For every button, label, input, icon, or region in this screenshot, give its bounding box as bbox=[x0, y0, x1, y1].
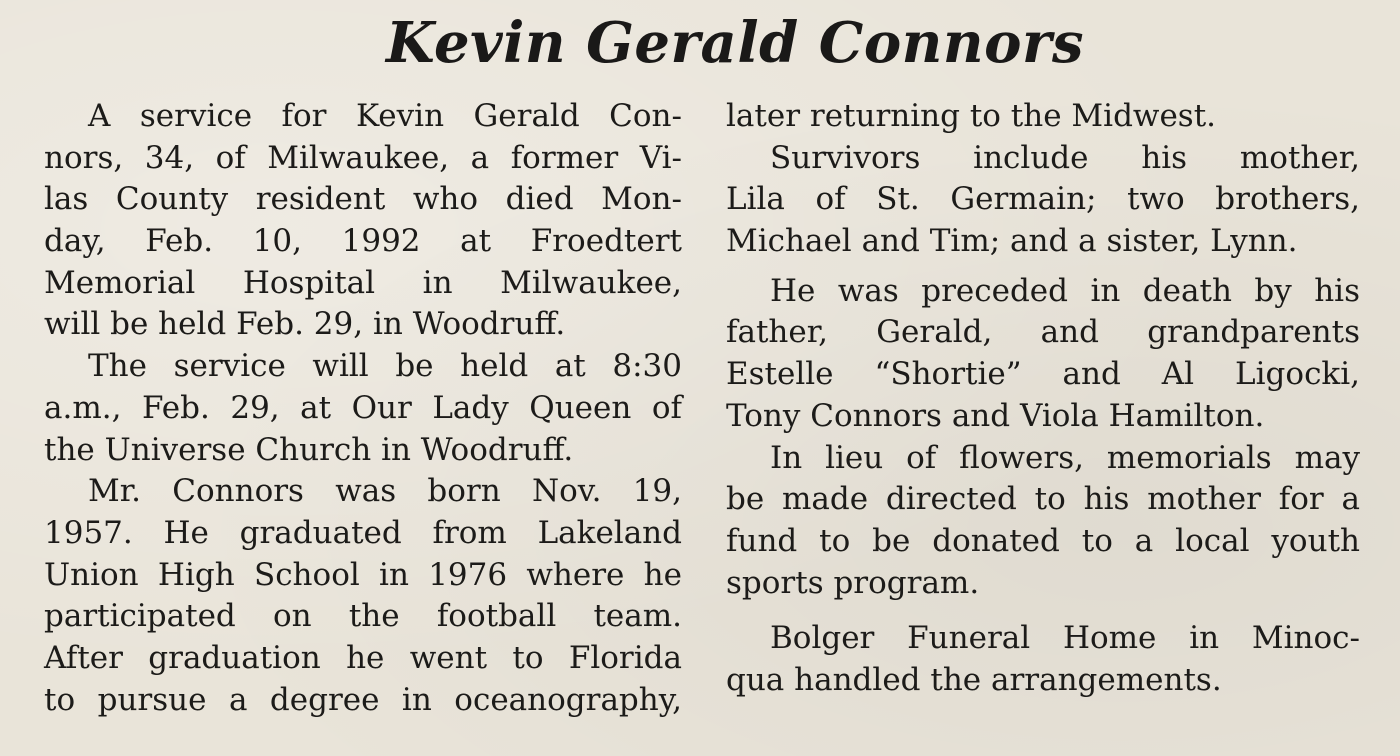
text-line: nors, 34, of Milwaukee, a former Vi- bbox=[44, 139, 682, 176]
text-line: father, Gerald, and grandparents bbox=[726, 314, 1360, 351]
text-line: be made directed to his mother for a bbox=[726, 481, 1360, 518]
text-line: A service for Kevin Gerald Con- bbox=[88, 98, 682, 134]
text-line: later returning to the Midwest. bbox=[726, 98, 1217, 134]
text-line: participated on the football team. bbox=[44, 598, 682, 635]
text-line: las County resident who died Mon- bbox=[44, 181, 682, 218]
text-line: the Universe Church in Woodruff. bbox=[44, 431, 574, 468]
left-column bbox=[44, 96, 682, 721]
text-line: He was preceded in death by his bbox=[770, 272, 1360, 309]
text-line: Mr. Connors was born Nov. 19, bbox=[88, 473, 682, 510]
text-line: In lieu of flowers, memorials may bbox=[770, 439, 1360, 476]
text-line: fund to be donated to a local youth bbox=[726, 522, 1360, 559]
text-line: Bolger Funeral Home in Minoc- bbox=[770, 620, 1360, 657]
text-line: Lila of St. Germain; two brothers, bbox=[726, 181, 1360, 218]
text-line: Tony Connors and Viola Hamilton. bbox=[726, 397, 1265, 434]
text-line: a.m., Feb. 29, at Our Lady Queen of bbox=[44, 389, 682, 426]
text-line: 1957. He graduated from Lakeland bbox=[44, 514, 682, 551]
text-line: The service will be held at 8:30 bbox=[88, 348, 682, 385]
text-line: Memorial Hospital in Milwaukee, bbox=[44, 264, 682, 301]
text-line: day, Feb. 10, 1992 at Froedtert bbox=[44, 223, 682, 260]
text-line: Union High School in 1976 where he bbox=[44, 556, 682, 593]
paragraph-gap bbox=[726, 604, 1360, 618]
obituary-title: Kevin Gerald Connors bbox=[386, 10, 1084, 76]
right-column bbox=[726, 96, 1360, 702]
text-line: will be held Feb. 29, in Woodruff. bbox=[44, 306, 566, 343]
text-line: Michael and Tim; and a sister, Lynn. bbox=[726, 223, 1298, 260]
text-line: After graduation he went to Florida bbox=[44, 639, 682, 676]
paragraph-gap bbox=[726, 263, 1360, 271]
text-line: Survivors include his mother, bbox=[770, 139, 1360, 176]
text-line: Estelle “Shortie” and Al Ligocki, bbox=[726, 356, 1360, 393]
text-line: sports program. bbox=[726, 564, 980, 601]
text-line: qua handled the arrangements. bbox=[726, 661, 1222, 698]
text-line: to pursue a degree in oceanography, bbox=[44, 681, 682, 718]
